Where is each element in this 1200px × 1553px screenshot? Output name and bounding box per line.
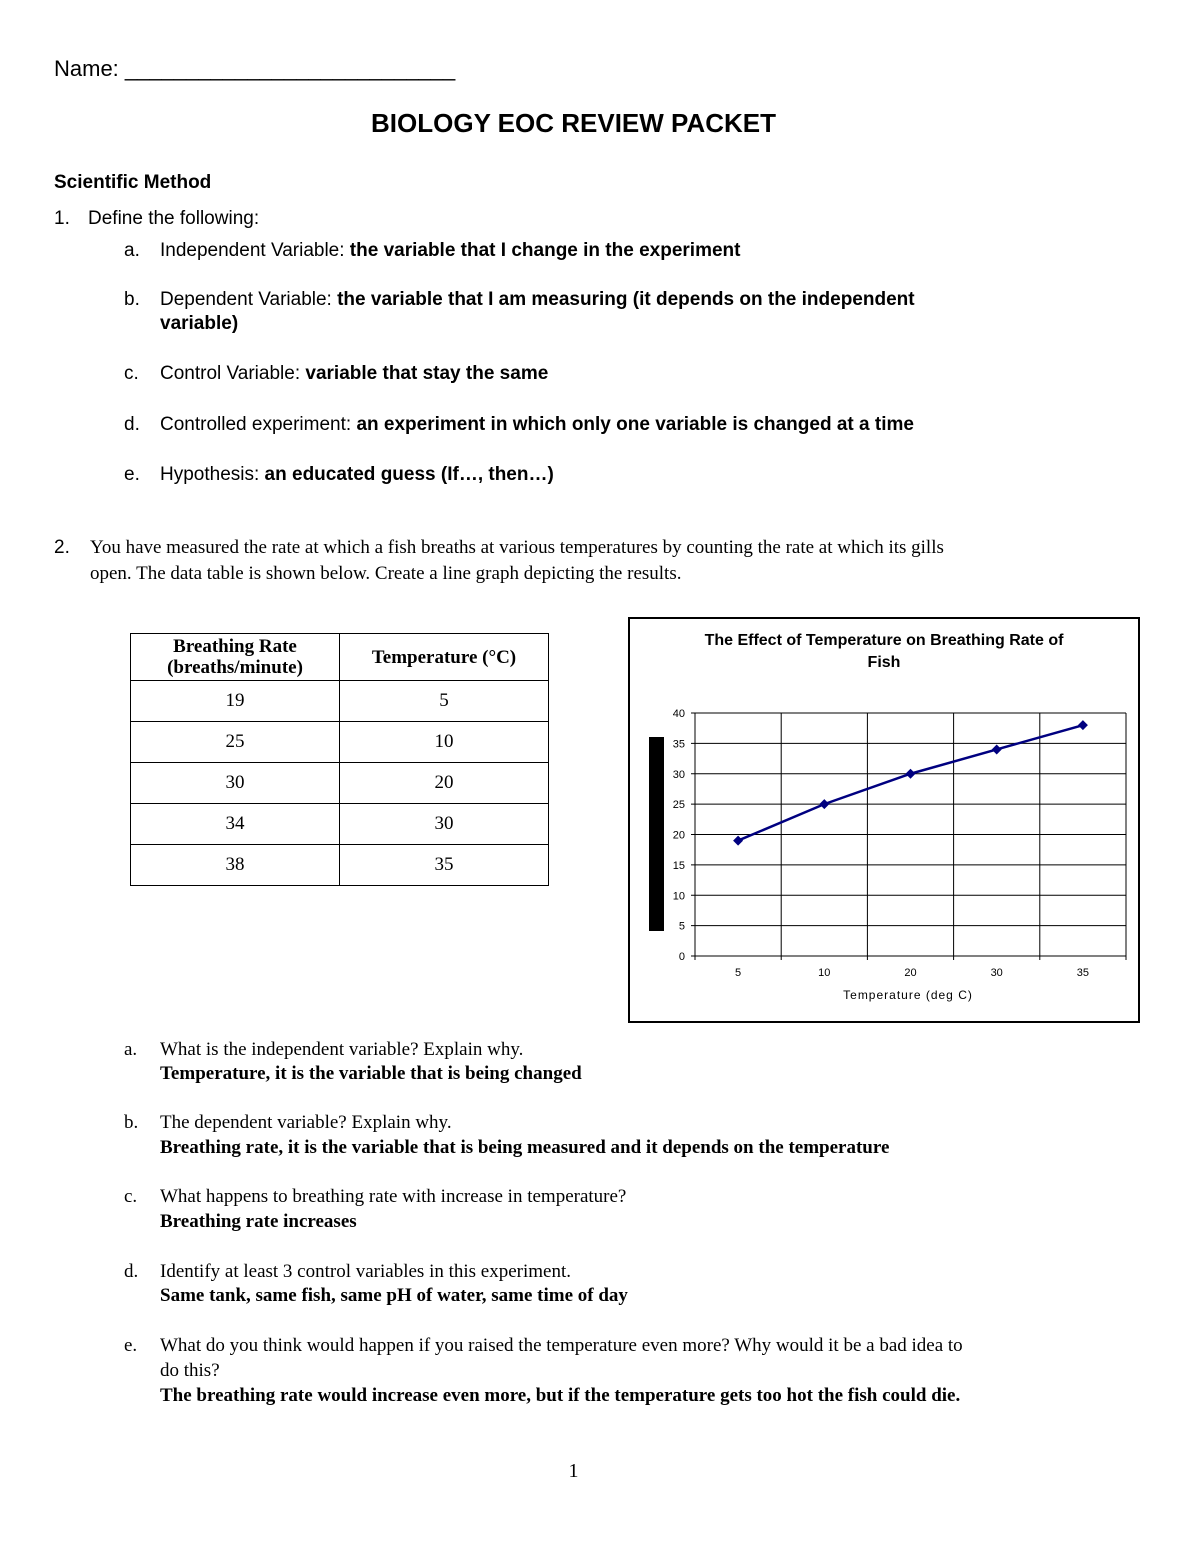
- data-point-marker: [819, 799, 829, 809]
- sub-question-text-cont: do this?: [160, 1360, 220, 1381]
- sub-question: [124, 1112, 452, 1134]
- sub-question-letter: a.: [124, 1039, 138, 1060]
- sub-question-answer: The breathing rate would increase even more, but if the temperature gets too hot the fish could die.: [160, 1385, 961, 1406]
- data-table: [130, 633, 549, 886]
- table-cell: 25: [131, 722, 340, 763]
- y-tick-label: 0: [678, 951, 685, 963]
- q2-number: 2.: [54, 537, 70, 558]
- x-tick-label: 5: [735, 967, 742, 979]
- definition-term: Independent Variable:: [160, 240, 350, 261]
- sub-question-answer: Same tank, same fish, same pH of water, same time of day: [160, 1285, 628, 1306]
- data-point-marker: [906, 769, 916, 779]
- data-point-marker: [1078, 720, 1088, 730]
- sub-question: [124, 1186, 627, 1208]
- table-header-row: [131, 634, 549, 681]
- table-row: [131, 722, 549, 763]
- chart-title: The Effect of Temperature on Breathing Rate of: [704, 632, 1064, 649]
- definition-letter: b.: [124, 289, 140, 310]
- sub-question-letter: c.: [124, 1186, 138, 1207]
- table-row: [131, 681, 549, 722]
- definition-item: [124, 414, 914, 436]
- definition-answer-cont: [160, 313, 238, 335]
- table-cell: 38: [131, 845, 340, 886]
- sub-question-letter: e.: [124, 1335, 138, 1356]
- y-tick-label: 20: [672, 829, 685, 842]
- data-point-marker: [992, 744, 1002, 754]
- definition-letter: a.: [124, 240, 140, 261]
- data-point-marker: [733, 836, 743, 846]
- table-cell: 19: [131, 681, 340, 722]
- sub-question-letter: b.: [124, 1112, 139, 1133]
- sub-question-text: The dependent variable? Explain why.: [160, 1112, 452, 1133]
- q2-text-line1: You have measured the rate at which a fish breaths at various temperatures by counting the rate at which its gills: [90, 537, 944, 558]
- chart-title: Fish: [867, 654, 901, 671]
- x-tick-label: 35: [1076, 967, 1090, 979]
- definition-letter: d.: [124, 414, 140, 435]
- definition-letter: c.: [124, 363, 139, 384]
- sub-question: [124, 1261, 572, 1283]
- table-cell: 30: [131, 763, 340, 804]
- table-row: [131, 763, 549, 804]
- q1-number: 1.: [54, 208, 70, 229]
- q1-prompt: [54, 208, 260, 230]
- table-cell: 20: [340, 763, 549, 804]
- y-tick-label: 40: [672, 708, 685, 720]
- axis-label-bar: [649, 737, 664, 931]
- x-tick-label: 10: [818, 967, 831, 979]
- table-cell: 10: [340, 722, 549, 763]
- header-temperature: Temperature (°C): [340, 634, 549, 681]
- table-cell: 34: [131, 804, 340, 845]
- definition-term: Controlled experiment:: [160, 414, 357, 435]
- definition-item: [124, 464, 554, 486]
- definition-answer: an educated guess (If…, then…): [264, 464, 554, 485]
- x-axis-label: Temperature (deg C): [843, 988, 973, 1002]
- sub-question-text: What do you think would happen if you raised the temperature even more? Why would it be a bad idea to: [160, 1335, 963, 1356]
- sub-question: [124, 1335, 963, 1357]
- x-tick-label: 30: [990, 967, 1003, 979]
- table-cell: 30: [340, 804, 549, 845]
- q1-prompt-text: Define the following:: [88, 208, 260, 229]
- definition-answer: variable): [160, 313, 239, 334]
- definition-term: Control Variable:: [160, 363, 306, 384]
- definition-item: [124, 363, 549, 385]
- sub-question: [124, 1039, 524, 1061]
- sub-question-answer: Temperature, it is the variable that is being changed: [160, 1063, 582, 1084]
- sub-question-text: Identify at least 3 control variables in this experiment.: [160, 1261, 572, 1282]
- q2-text-line2: open. The data table is shown below. Create a line graph depicting the results.: [90, 563, 682, 584]
- y-tick-label: 10: [672, 890, 685, 903]
- name-field: Name: ___________________________: [54, 56, 456, 81]
- y-tick-label: 30: [672, 768, 685, 781]
- definition-item: [124, 289, 915, 311]
- header-line: Breathing Rate: [173, 636, 297, 657]
- table-cell: 5: [340, 681, 549, 722]
- header-breathing-rate: [131, 634, 340, 681]
- definition-item: [124, 240, 741, 262]
- sub-question-text: What happens to breathing rate with increase in temperature?: [160, 1186, 627, 1207]
- series-line: [738, 725, 1083, 840]
- y-tick-label: 5: [678, 920, 685, 933]
- y-tick-label: 25: [672, 799, 685, 812]
- y-tick-label: 35: [672, 738, 685, 751]
- sub-question-answer: Breathing rate, it is the variable that is being measured and it depends on the temperature: [160, 1137, 890, 1158]
- definition-answer: the variable that I am measuring (it depends on the independent: [337, 289, 915, 310]
- page-title: BIOLOGY EOC REVIEW PACKET: [371, 108, 776, 138]
- page-number: 1: [568, 1460, 579, 1482]
- x-tick-label: 20: [904, 967, 917, 979]
- definition-term: Dependent Variable:: [160, 289, 338, 310]
- line-chart: [628, 617, 1140, 1023]
- definition-answer: an experiment in which only one variable is changed at a time: [356, 414, 914, 435]
- definition-term: Hypothesis:: [160, 464, 265, 485]
- definition-answer: variable that stay the same: [305, 363, 549, 384]
- definition-answer: the variable that I change in the experiment: [349, 240, 741, 261]
- header-line: (breaths/minute): [167, 657, 303, 678]
- table-row: [131, 804, 549, 845]
- y-tick-label: 15: [672, 859, 685, 872]
- sub-question-letter: d.: [124, 1261, 139, 1282]
- section-heading: Scientific Method: [54, 172, 212, 193]
- definition-letter: e.: [124, 464, 140, 485]
- sub-question-answer: Breathing rate increases: [160, 1211, 357, 1232]
- chart-svg: [630, 619, 1138, 1021]
- table-row: [131, 845, 549, 886]
- table-cell: 35: [340, 845, 549, 886]
- sub-question-text: What is the independent variable? Explain why.: [160, 1039, 524, 1060]
